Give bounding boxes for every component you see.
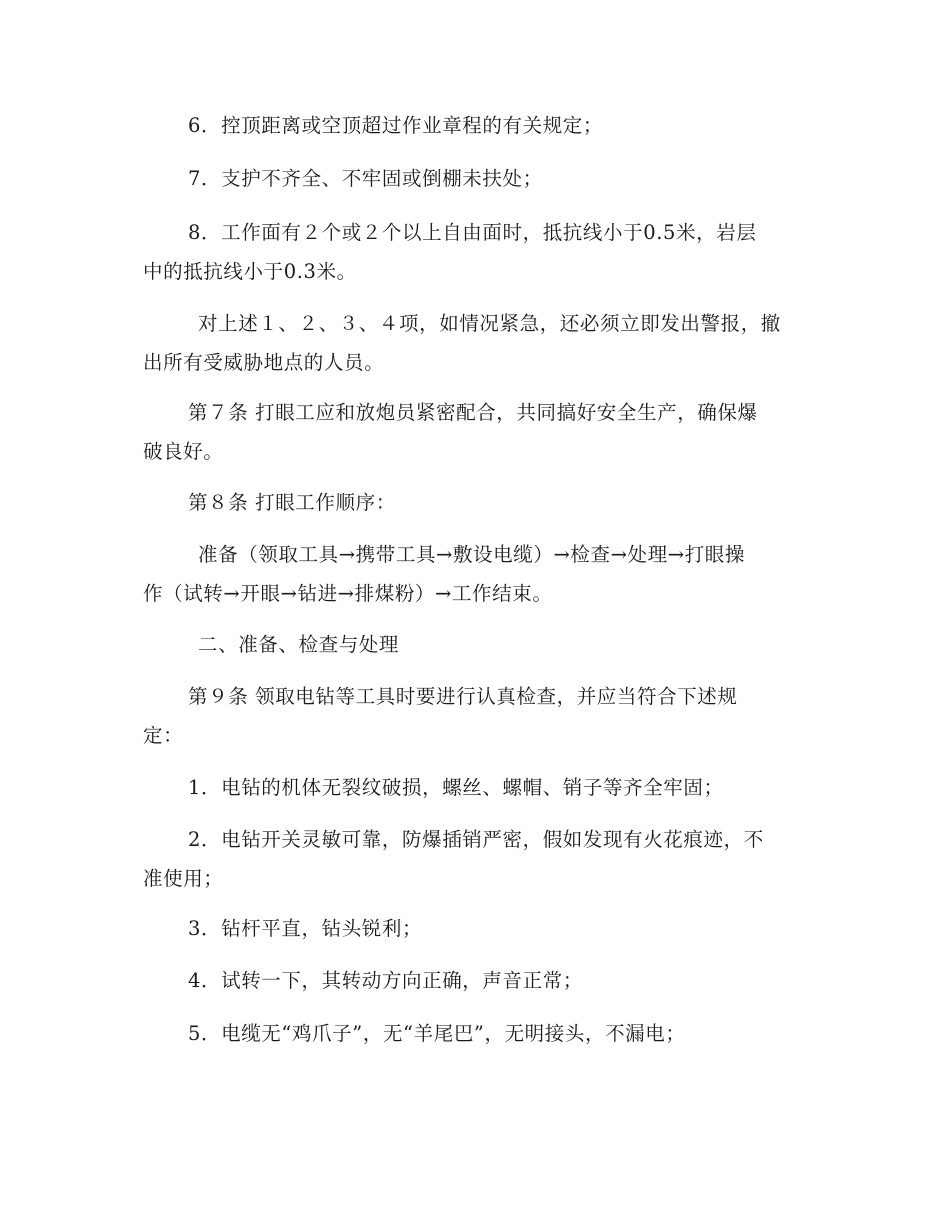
article-9: [143, 677, 808, 755]
paragraph-item-8: [143, 213, 808, 291]
paragraph-line: 作（试转→开眼→钻进→排煤粉）→工作结束。: [143, 582, 553, 605]
paragraph-line: 中的抵抗线小于0.3米。: [143, 260, 357, 283]
check-item-4: [143, 961, 808, 1000]
check-item-3: [143, 909, 808, 948]
paragraph-line: 4．试转一下，其转动方向正确，声音正常；: [188, 969, 583, 992]
paragraph-line: 准使用；: [143, 867, 224, 890]
paragraph-line: 1．电钻的机体无裂纹破损，螺丝、螺帽、销子等齐全牢固；: [188, 776, 724, 799]
check-item-2: [143, 820, 808, 898]
paragraph-item-7: [143, 159, 808, 198]
paragraph-line: 7．支护不齐全、不牢固或倒棚未扶处；: [188, 167, 543, 190]
paragraph-line: 第７条 打眼工应和放炮员紧密配合，共同搞好安全生产，确保爆: [188, 401, 758, 424]
check-item-1: [143, 768, 808, 807]
paragraph-warning-note: [143, 304, 808, 382]
paragraph-line: 第８条 打眼工作顺序：: [188, 491, 396, 514]
paragraph-line: 8．工作面有２个或２个以上自由面时，抵抗线小于0.5米，岩层: [188, 221, 757, 244]
check-item-5: [143, 1014, 808, 1053]
paragraph-line: 准备（领取工具→携带工具→敷设电缆）→检查→处理→打眼操: [198, 543, 745, 566]
paragraph-line: 3．钻杆平直，钻头锐利；: [188, 917, 423, 940]
paragraph-line: 对上述１、２、３、４项，如情况紧急，还必须立即发出警报，撤: [198, 312, 781, 335]
paragraph-line: 出所有受威胁地点的人员。: [143, 351, 385, 374]
section-heading: [143, 625, 808, 664]
paragraph-line: 6．控顶距离或空顶超过作业章程的有关规定；: [188, 114, 604, 137]
paragraph-item-6: [143, 106, 808, 145]
article-7: [143, 393, 808, 471]
paragraph-line: 二、准备、检查与处理: [198, 633, 400, 656]
article-8: [143, 483, 808, 522]
paragraph-line: 定：: [143, 724, 184, 747]
paragraph-line: 第９条 领取电钻等工具时要进行认真检查，并应当符合下述规: [188, 685, 738, 708]
paragraph-line: 5．电缆无“鸡爪子”，无“羊尾巴”，无明接头，不漏电；: [188, 1022, 686, 1045]
paragraph-line: 2．电钻开关灵敏可靠，防爆插销严密，假如发现有火花痕迹，不: [188, 828, 764, 851]
paragraph-line: 破良好。: [143, 440, 224, 463]
procedure-sequence: [143, 535, 808, 613]
